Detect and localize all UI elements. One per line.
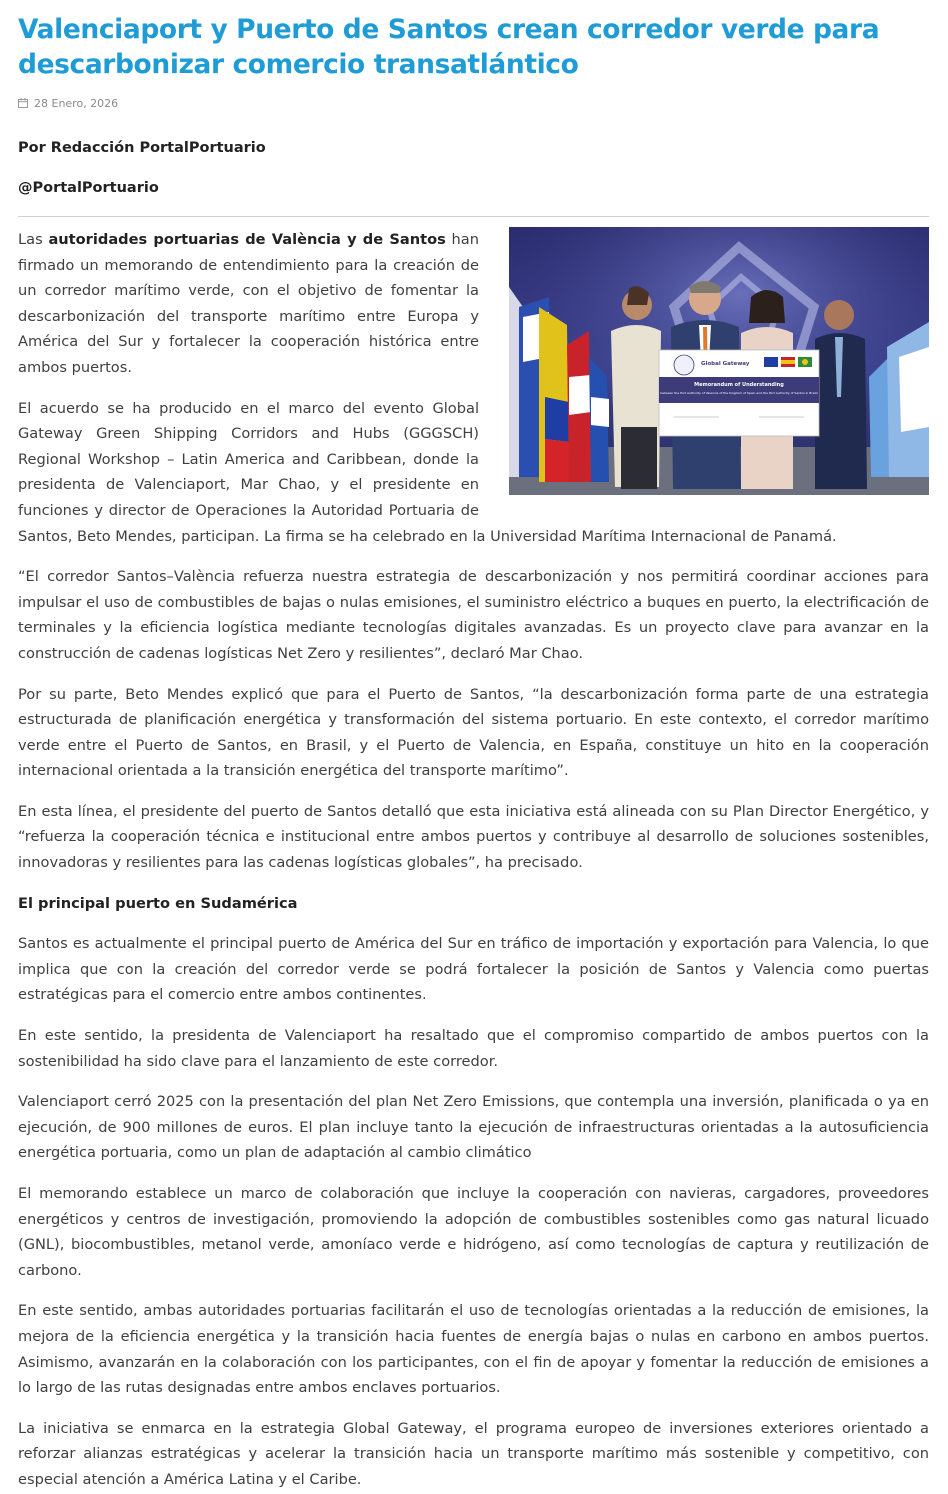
date-text: 28 Enero, 2026 bbox=[34, 96, 119, 110]
paragraph-3: “El corredor Santos–València refuerza nuestra estrategia de descarbonización y nos permitirá coordinar acciones para impulsar el uso de combustibles de bajas o nulas emisiones, el suministro eléctrico a buques en puerto, la electrificación de terminales y la eficiencia logística mediante tecnologías digitales avanzadas. Es un proyecto clave para avanzar en la construcción de cadenas logísticas Net Zero y resilientes”, declaró Mar Chao. bbox=[18, 568, 929, 662]
banner-heading: Memorandum of Understanding bbox=[694, 382, 784, 388]
article-date bbox=[18, 96, 929, 110]
paragraph-5: En esta línea, el presidente del puerto de Santos detalló que esta iniciativa está alineada con su Plan Director Energético, y “refuerza la cooperación técnica e institucional entre ambos puertos y contribuye al desarrollo de soluciones sostenibles, innovadoras y resilientes para las cadenas logísticas globales”, ha precisado. bbox=[18, 802, 929, 872]
paragraph-10: En este sentido, ambas autoridades portuarias facilitarán el uso de tecnologías orientadas a la reducción de emisiones, la mejora de la eficiencia energética y la transición hacia fuentes de energía bajas o nulas en carbono en ambos puertos. Asimismo, avanzarán en la colaboración con los participantes, con el fin de apoyar y fomentar la reducción de emisiones a lo largo de las rutas designadas entre ambos enclaves portuarios. bbox=[18, 1302, 929, 1397]
paragraph-2: El acuerdo se ha producido en el marco del evento Global Gateway Green Shipping Corridors and Hubs (GGGSCH) Regional Workshop – Latin America and Caribbean, donde la presidenta de Valenciaport, Mar Chao, y el presidente en funciones y director de Operaciones la Autoridad Portuaria de Santos, Beto Mendes, participan. La firma se ha celebrado en la Universidad Marítima Internacional de Panamá. bbox=[18, 399, 837, 545]
article-title: Valenciaport y Puerto de Santos crean corredor verde para descarbonizar comercio transatlántico bbox=[18, 14, 880, 80]
paragraph-4: Por su parte, Beto Mendes explicó que para el Puerto de Santos, “la descarbonización forma parte de una estrategia estructurada de planificación energética y transformación del sistema portuario. En este contexto, el corredor marítimo verde entre el Puerto de Santos, en Brasil, y el Puerto de Valencia, en España, constituye un hito en la cooperación internacional orientada a la transición energética del transporte marítimo”. bbox=[18, 685, 929, 780]
paragraph-8: Valenciaport cerró 2025 con la presentación del plan Net Zero Emissions, que contempla una inversión, planificada o ya en ejecución, de 900 millones de euros. El plan incluye tanto la ejecución de infraestructuras orientadas a la autosuficiencia energética portuaria, como un plan de adaptación al cambio climático bbox=[18, 1093, 929, 1162]
article-photo bbox=[509, 227, 929, 495]
author-handle: @PortalPortuario bbox=[18, 180, 159, 196]
paragraph-11: La iniciativa se enmarca en la estrategia Global Gateway, el programa europeo de inversiones exteriores orientado a reforzar alianzas estratégicas y acelerar la transición hacia un transporte marítimo más sostenible y competitivo, con especial atención a América Latina y el Caribe. bbox=[18, 1419, 929, 1488]
paragraph-1: Las autoridades portuarias de València y de Santos han firmado un memorando de entendimiento para la creación de un corredor marítimo verde, con el objetivo de fomentar la descarbonización del transporte marítimo entre Europa y América del Sur y fortalecer la cooperación histórica entre ambos puertos. bbox=[18, 231, 479, 376]
banner-subheading: between the Port Authority of Valencia of the Kingdom of Spain and the Port Authority of Santos in Brazil bbox=[660, 391, 818, 395]
paragraph-6: Santos es actualmente el principal puerto de América del Sur en tráfico de importación y exportación para Valencia, lo que implica que con la creación del corredor verde se podrá fortalecer la posición de Santos y Valencia como puertas estratégicas para el comercio entre ambos continentes. bbox=[18, 935, 929, 1004]
author-byline: Por Redacción PortalPortuario bbox=[18, 140, 266, 156]
calendar-icon bbox=[18, 98, 28, 108]
divider bbox=[18, 216, 929, 217]
mou-banner bbox=[659, 350, 819, 436]
section-subheading: El principal puerto en Sudamérica bbox=[18, 894, 298, 912]
bold-entity: autoridades portuarias de València y de Santos bbox=[48, 231, 446, 248]
paragraph-9: El memorando establece un marco de colaboración que incluye la cooperación con navieras, cargadores, proveedores energéticos y centros de investigación, promoviendo la adopción de combustibles sostenibles como gas natural licuado (GNL), biocombustibles, metanol verde, amoníaco verde e hidrógeno, así como tecnologías de captura y reutilización de carbono. bbox=[18, 1185, 929, 1279]
paragraph-7: En este sentido, la presidenta de Valenciaport ha resaltado que el compromiso compartido de ambos puertos con la sostenibilidad ha sido clave para el lanzamiento de este corredor. bbox=[18, 1027, 929, 1070]
banner-logo: Global Gateway bbox=[701, 361, 750, 367]
signing-ceremony-image bbox=[509, 227, 929, 495]
article-body bbox=[18, 227, 929, 1493]
